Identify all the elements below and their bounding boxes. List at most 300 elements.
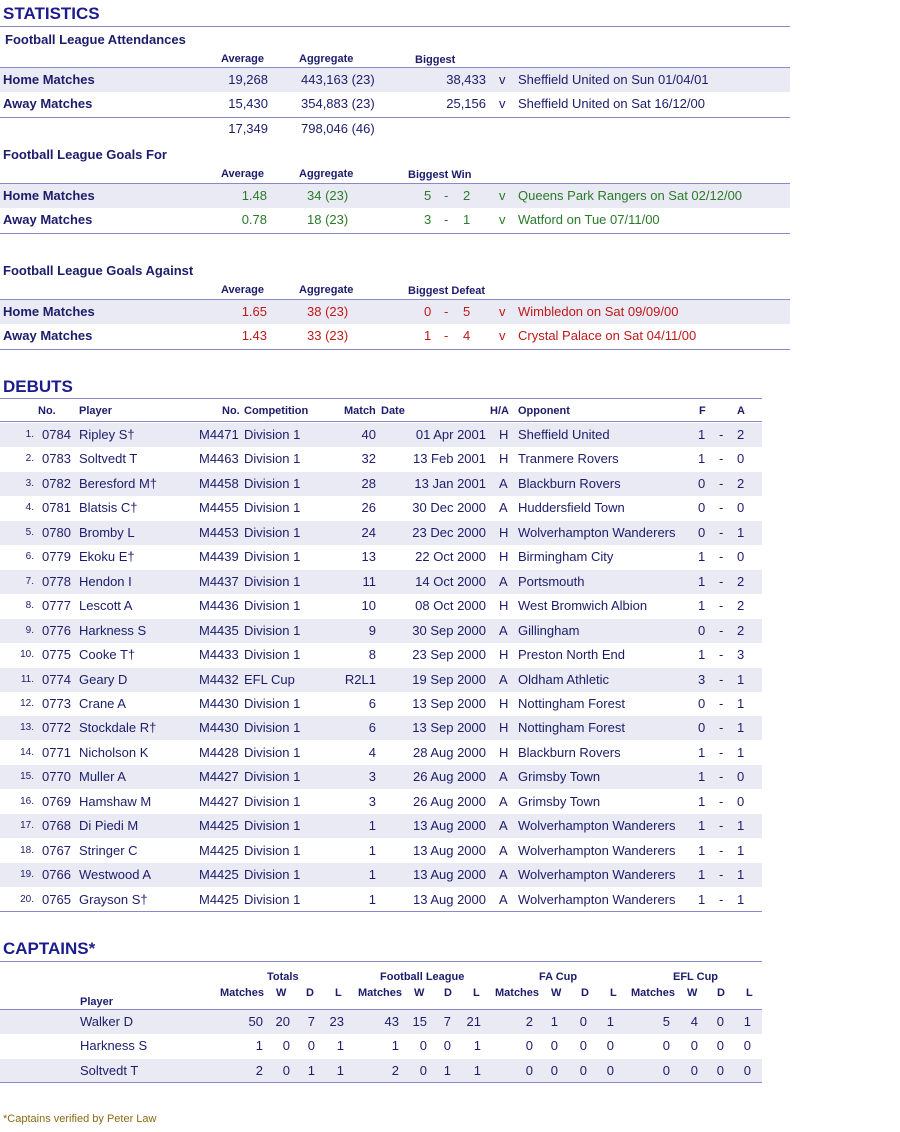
match-number: M4458 [199, 475, 239, 491]
row-label: Away Matches [3, 212, 93, 227]
player-name: Hendon I [79, 573, 132, 589]
captain-stat: 0 [579, 1014, 587, 1029]
versus-label: v [499, 188, 506, 203]
goals-for: 0 [698, 500, 706, 516]
goals-for: 0 [698, 622, 706, 638]
score-dash: - [719, 451, 724, 467]
row-index: 10. [20, 649, 34, 661]
statistics-heading: STATISTICS [3, 4, 100, 23]
goals-for: 0 [698, 524, 706, 540]
average-value: 15,430 [228, 96, 268, 111]
debut-row [0, 716, 762, 740]
player-number: 0782 [42, 475, 71, 491]
captains-footnote: *Captains verified by Peter Law [3, 1113, 157, 1125]
match-ref: 9 [368, 622, 376, 638]
captain-stat: 0 [579, 1038, 587, 1054]
match-ref: 28 [361, 475, 376, 491]
goals-against: 3 [737, 647, 745, 663]
versus-label: v [499, 96, 506, 111]
opponent-text: Wimbledon on Sat 09/09/00 [518, 304, 679, 319]
goals-for: 1 [698, 842, 706, 858]
row-index: 14. [20, 746, 34, 758]
opponent-text: Queens Park Rangers on Sat 02/12/00 [518, 188, 743, 203]
match-ref: 4 [368, 744, 376, 760]
match-number: M4432 [199, 671, 239, 687]
captains-subheader: W [414, 987, 425, 999]
match-ref: 1 [368, 891, 376, 907]
opponent-name: Grimsby Town [518, 793, 601, 809]
debut-row [0, 545, 762, 569]
match-date: 23 Sep 2000 [412, 647, 486, 663]
attendances-col-biggest: Biggest [415, 54, 456, 66]
player-name: Soltvedt T [79, 451, 138, 467]
competition: Division 1 [244, 891, 301, 907]
captains-subheader: Matches [631, 987, 676, 999]
total-aggregate-value: 798,046 (46) [301, 121, 375, 136]
competition: Division 1 [244, 695, 301, 711]
goals-for: 1 [698, 744, 706, 760]
captains-group-efl-cup: EFL Cup [673, 971, 719, 983]
competition: Division 1 [244, 793, 301, 809]
player-number: 0773 [42, 695, 71, 711]
match-date: 08 Oct 2000 [415, 598, 486, 614]
score-against: 5 [463, 304, 471, 319]
score-dash: - [719, 891, 724, 907]
goals-for: 1 [698, 793, 706, 809]
opponent-name: Wolverhampton Wanderers [518, 524, 676, 540]
goals-against: 2 [737, 573, 745, 589]
opponent-text: Sheffield United on Sat 16/12/00 [518, 96, 705, 111]
captain-stat: 0 [716, 1062, 724, 1078]
captain-stat: 0 [579, 1062, 587, 1078]
player-name: Bromby L [79, 524, 135, 540]
captain-name: Soltvedt T [80, 1062, 139, 1078]
debut-row [0, 619, 762, 643]
row-index: 15. [20, 771, 34, 783]
goals-against-col-average: Average [221, 284, 265, 296]
match-date: 13 Sep 2000 [412, 695, 486, 711]
match-ref: 3 [368, 769, 376, 785]
match-number: M4427 [199, 769, 239, 785]
match-date: 30 Sep 2000 [412, 622, 486, 638]
match-date: 26 Aug 2000 [412, 769, 486, 785]
opponent-name: Blackburn Rovers [518, 744, 621, 760]
captain-stat: 0 [525, 1062, 533, 1078]
score-against: 2 [463, 188, 471, 203]
debut-row [0, 814, 762, 838]
match-number: M4437 [199, 573, 239, 589]
versus-label: v [499, 304, 506, 319]
player-name: Stockdale R† [79, 720, 157, 736]
captains-col-player: Player [80, 996, 114, 1008]
match-date: 13 Aug 2000 [412, 867, 486, 883]
captains-subheader: Matches [358, 987, 403, 999]
match-ref: 6 [368, 695, 376, 711]
opponent-name: Huddersfield Town [518, 500, 625, 516]
match-number: M4425 [199, 867, 239, 883]
match-ref: 24 [361, 524, 376, 540]
opponent-name: Nottingham Forest [518, 695, 625, 711]
home-away: A [499, 769, 508, 785]
captain-name: Walker D [80, 1014, 133, 1029]
captain-stat: 20 [275, 1014, 290, 1029]
competition: EFL Cup [244, 671, 295, 687]
attendances-row-total [0, 117, 790, 141]
home-away: A [499, 622, 508, 638]
captain-stat: 5 [662, 1014, 670, 1029]
row-index: 6. [25, 551, 34, 563]
captain-stat: 23 [329, 1014, 344, 1029]
match-number: M4430 [199, 695, 239, 711]
opponent-name: Wolverhampton Wanderers [518, 842, 676, 858]
captain-row [0, 1010, 762, 1034]
captain-stat: 43 [384, 1014, 399, 1029]
captain-row [0, 1059, 762, 1083]
match-number: M4463 [199, 451, 239, 467]
score-against: 4 [463, 328, 471, 343]
match-ref: 26 [361, 500, 376, 516]
player-number: 0779 [42, 549, 71, 565]
home-away: A [499, 671, 508, 687]
score-dash: - [719, 818, 724, 834]
opponent-name: Wolverhampton Wanderers [518, 818, 676, 834]
biggest-value: 38,433 [446, 72, 486, 87]
debuts-col-opponent: Opponent [518, 405, 570, 417]
player-name: Cooke T† [79, 647, 136, 663]
goals-against: 1 [737, 671, 745, 687]
row-index: 9. [25, 624, 34, 636]
biggest-value: 25,156 [446, 96, 486, 111]
goals-against-col-biggest: Biggest Defeat [408, 285, 486, 297]
home-away: A [499, 891, 508, 907]
match-date: 13 Aug 2000 [412, 842, 486, 858]
goals-for: 1 [698, 573, 706, 589]
score-dash: - [719, 427, 724, 442]
captain-stat: 1 [473, 1038, 481, 1054]
match-ref: 11 [362, 573, 376, 589]
row-index: 18. [20, 844, 34, 856]
player-name: Ekoku E† [79, 549, 135, 565]
goals-against: 1 [737, 867, 745, 883]
captains-subheader: D [581, 987, 589, 999]
debut-row [0, 790, 762, 814]
captain-stat: 1 [255, 1038, 263, 1054]
player-number: 0778 [42, 573, 71, 589]
row-index: 16. [20, 795, 34, 807]
captain-stat: 50 [248, 1014, 263, 1029]
competition: Division 1 [244, 842, 301, 858]
goals-for: 1 [698, 451, 706, 467]
opponent-name: Oldham Athletic [518, 671, 610, 687]
debut-row [0, 472, 762, 496]
debuts-bottom-rule [0, 911, 762, 912]
goals-for: 1 [698, 427, 706, 442]
opponent-name: Blackburn Rovers [518, 475, 621, 491]
player-number: 0767 [42, 842, 71, 858]
goals-against: 1 [737, 842, 745, 858]
captain-stat: 0 [690, 1062, 698, 1078]
debuts-col-match: Match [344, 405, 376, 417]
competition: Division 1 [244, 598, 301, 614]
competition: Division 1 [244, 475, 301, 491]
home-away: A [499, 818, 508, 834]
score-for: 0 [424, 304, 432, 319]
goals-against: 1 [737, 891, 745, 907]
score-dash: - [719, 695, 724, 711]
player-name: Ripley S† [79, 427, 135, 442]
goals-for-subtitle: Football League Goals For [3, 147, 167, 162]
debuts-col-no: No. [38, 405, 56, 417]
player-name: Blatsis C† [79, 500, 138, 516]
player-number: 0780 [42, 524, 71, 540]
score-dash: - [444, 328, 449, 343]
goals-for: 1 [698, 549, 706, 565]
row-index: 13. [20, 722, 34, 734]
goals-for: 1 [698, 818, 706, 834]
goals-against-subtitle: Football League Goals Against [3, 263, 194, 278]
captains-subheader: D [306, 987, 314, 999]
captains-subheader: L [473, 987, 480, 999]
captain-stat: 7 [443, 1014, 451, 1029]
captain-stat: 4 [690, 1014, 698, 1029]
home-away: H [499, 647, 509, 663]
competition: Division 1 [244, 720, 301, 736]
home-away: A [499, 475, 508, 491]
home-away: H [499, 427, 509, 442]
row-index: 7. [25, 575, 34, 587]
captain-stat: 1 [606, 1014, 614, 1029]
match-date: 26 Aug 2000 [412, 793, 486, 809]
match-ref: 6 [368, 720, 376, 736]
captain-stat: 0 [606, 1062, 614, 1078]
row-index: 1. [25, 429, 34, 440]
captain-stat: 0 [525, 1038, 533, 1054]
debut-row [0, 888, 762, 912]
goals-for-row-home [0, 184, 790, 208]
score-dash: - [719, 793, 724, 809]
match-number: M4435 [199, 622, 239, 638]
goals-for: 1 [698, 867, 706, 883]
match-date: 28 Aug 2000 [412, 744, 486, 760]
goals-for-bottom-rule [0, 233, 790, 234]
captains-subheader: W [276, 987, 287, 999]
score-for: 1 [424, 328, 432, 343]
competition: Division 1 [244, 549, 301, 565]
captains-subheader: W [551, 987, 562, 999]
debut-row [0, 447, 762, 471]
captains-subheader: D [717, 987, 725, 999]
goals-against: 0 [737, 500, 745, 516]
attendances-row-home [0, 68, 790, 92]
opponent-text: Watford on Tue 07/11/00 [518, 212, 660, 227]
match-date: 30 Dec 2000 [412, 500, 486, 516]
debuts-col-f: F [699, 405, 706, 417]
debut-row [0, 692, 762, 716]
match-date: 01 Apr 2001 [415, 427, 486, 442]
goals-for: 0 [698, 475, 706, 491]
captain-name: Harkness S [80, 1038, 148, 1054]
score-dash: - [719, 842, 724, 858]
captains-subheader: D [444, 987, 452, 999]
score-dash: - [719, 720, 724, 736]
captain-stat: 0 [690, 1038, 698, 1054]
attendances-subtitle: Football League Attendances [5, 32, 186, 47]
versus-label: v [499, 328, 506, 343]
row-label: Away Matches [3, 328, 93, 343]
match-date: 13 Sep 2000 [412, 720, 486, 736]
player-number: 0768 [42, 818, 71, 834]
captain-stat: 1 [391, 1038, 399, 1054]
captain-stat: 15 [412, 1014, 427, 1029]
match-number: M4425 [199, 842, 239, 858]
debuts-heading: DEBUTS [3, 377, 73, 396]
debut-row [0, 570, 762, 594]
captain-stat: 7 [307, 1014, 315, 1029]
score-dash: - [444, 188, 449, 203]
goals-for: 1 [698, 891, 706, 907]
match-date: 23 Dec 2000 [412, 524, 486, 540]
score-dash: - [719, 573, 724, 589]
match-number: M4439 [199, 549, 239, 565]
match-ref: 13 [361, 549, 376, 565]
score-dash: - [719, 598, 724, 614]
competition: Division 1 [244, 451, 301, 467]
match-number: M4455 [199, 500, 239, 516]
captain-stat: 0 [716, 1014, 724, 1029]
player-number: 0783 [42, 451, 71, 467]
home-away: A [499, 500, 508, 516]
captain-stat: 0 [307, 1038, 315, 1054]
row-index: 2. [25, 453, 34, 465]
debut-row [0, 521, 762, 545]
captains-group-totals: Totals [267, 971, 299, 983]
captains-rule [0, 961, 762, 962]
player-name: Lescott A [79, 598, 133, 614]
home-away: A [499, 842, 508, 858]
player-name: Geary D [79, 671, 128, 687]
match-number: M4428 [199, 744, 239, 760]
average-value: 1.43 [241, 328, 267, 343]
opponent-name: Sheffield United [518, 427, 610, 442]
captains-group-league: Football League [380, 971, 465, 983]
attendances-row-away [0, 92, 790, 116]
player-name: Hamshaw M [79, 793, 152, 809]
captain-stat: 2 [525, 1014, 533, 1029]
player-name: Stringer C [79, 842, 138, 858]
debut-row [0, 423, 762, 447]
average-value: 1.65 [241, 304, 267, 319]
goals-against: 2 [737, 598, 745, 614]
home-away: A [499, 793, 508, 809]
competition: Division 1 [244, 500, 301, 516]
debut-row [0, 668, 762, 692]
player-number: 0781 [42, 500, 71, 516]
average-value: 19,268 [228, 72, 268, 87]
match-number: M4433 [199, 647, 239, 663]
goals-for: 0 [698, 695, 706, 711]
aggregate-value: 443,163 (23) [301, 72, 375, 87]
opponent-name: Grimsby Town [518, 769, 601, 785]
goals-against-col-aggregate: Aggregate [299, 284, 354, 296]
player-name: Di Piedi M [79, 818, 139, 834]
score-dash: - [719, 647, 724, 663]
captain-stat: 0 [743, 1062, 751, 1078]
aggregate-value: 18 (23) [307, 212, 349, 227]
opponent-name: Portsmouth [518, 573, 585, 589]
captain-stat: 0 [419, 1062, 427, 1078]
aggregate-value: 354,883 (23) [301, 96, 375, 111]
captain-stat: 0 [716, 1038, 724, 1054]
score-dash: - [719, 549, 724, 565]
captain-stat: 1 [443, 1062, 451, 1078]
opponent-name: Wolverhampton Wanderers [518, 891, 676, 907]
opponent-text: Crystal Palace on Sat 04/11/00 [518, 328, 697, 343]
row-label: Away Matches [3, 96, 93, 111]
captains-subheader: L [746, 987, 753, 999]
captains-subheader: Matches [220, 987, 265, 999]
player-name: Nicholson K [79, 744, 149, 760]
debut-row [0, 594, 762, 618]
debuts-col-competition: Competition [244, 405, 309, 417]
goals-against: 2 [737, 475, 745, 491]
score-dash: - [719, 524, 724, 540]
row-index: 4. [25, 502, 34, 514]
opponent-name: Nottingham Forest [518, 720, 625, 736]
captain-stat: 0 [606, 1038, 614, 1054]
debuts-rule [0, 398, 762, 399]
opponent-name: Wolverhampton Wanderers [518, 867, 676, 883]
attendances-col-average: Average [221, 53, 265, 65]
score-dash: - [719, 744, 724, 760]
captain-stat: 0 [282, 1038, 290, 1054]
goals-for: 1 [698, 598, 706, 614]
goals-against: 1 [737, 744, 745, 760]
match-ref: R2L1 [344, 671, 376, 687]
goals-against: 0 [737, 549, 745, 565]
score-dash: - [719, 769, 724, 785]
player-number: 0766 [42, 867, 71, 883]
player-number: 0777 [42, 598, 71, 614]
goals-for: 0 [698, 720, 706, 736]
score-dash: - [719, 622, 724, 638]
row-label: Home Matches [3, 72, 95, 87]
goals-against: 2 [737, 427, 745, 442]
player-number: 0774 [42, 671, 71, 687]
competition: Division 1 [244, 769, 301, 785]
score-dash: - [719, 500, 724, 516]
match-ref: 1 [368, 842, 376, 858]
captain-stat: 1 [550, 1014, 558, 1029]
goals-against-row-away [0, 324, 790, 348]
captain-stat: 0 [662, 1062, 670, 1078]
match-date: 14 Oct 2000 [415, 573, 486, 589]
match-date: 13 Aug 2000 [412, 891, 486, 907]
competition: Division 1 [244, 573, 301, 589]
captain-stat: 1 [307, 1062, 315, 1078]
debut-row [0, 839, 762, 863]
captain-stat: 1 [336, 1038, 344, 1054]
player-name: Muller A [79, 769, 126, 785]
home-away: H [499, 549, 509, 565]
player-number: 0776 [42, 622, 71, 638]
row-index: 12. [20, 697, 34, 709]
captain-stat: 2 [391, 1062, 399, 1078]
match-number: M4471 [199, 427, 239, 442]
opponent-name: Gillingham [518, 622, 580, 638]
score-dash: - [719, 475, 724, 491]
goals-for-col-average: Average [221, 168, 265, 180]
home-away: H [499, 695, 509, 711]
